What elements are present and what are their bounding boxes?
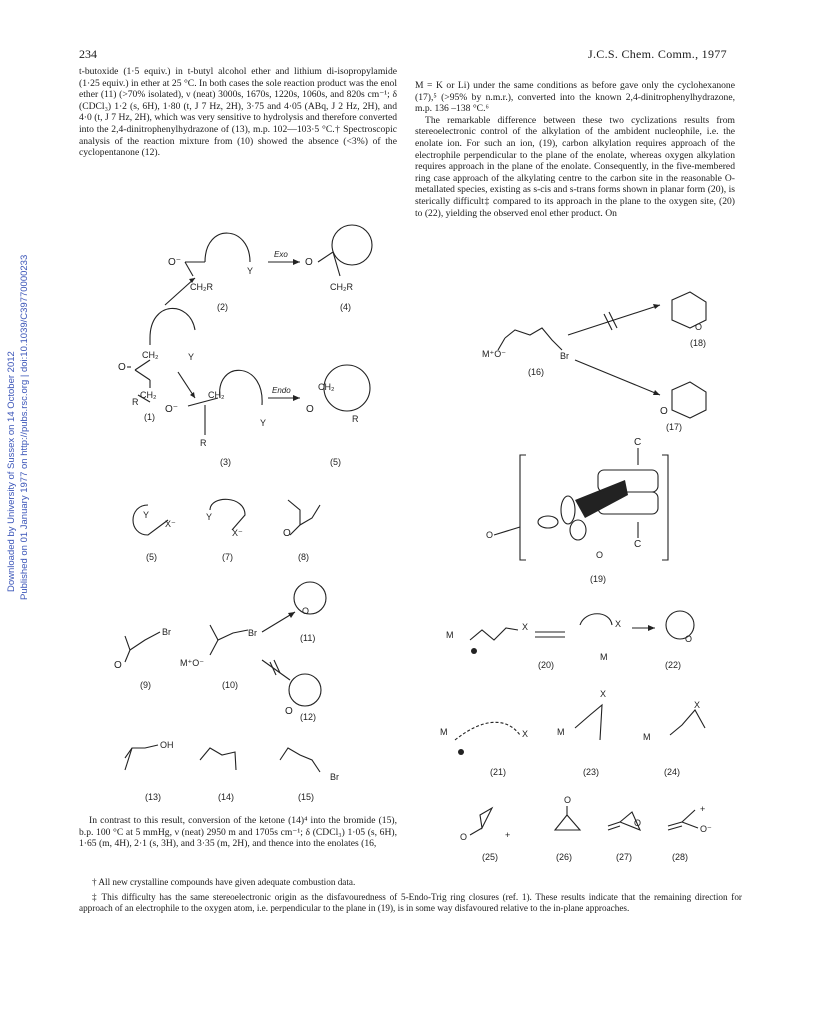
svg-text:X⁻: X⁻ [232, 528, 243, 538]
compound-5b: (5) [146, 552, 157, 562]
compound-28: (28) [672, 852, 689, 862]
svg-text:Y: Y [143, 510, 150, 520]
svg-text:CH₂: CH₂ [318, 382, 335, 392]
footnote-dagger: † All new crystalline compounds have given adequate combustion data. [92, 877, 356, 887]
row-25-to-28 [460, 795, 712, 862]
svg-text:O: O [685, 634, 693, 644]
svg-text:M: M [600, 652, 608, 662]
svg-text:+: + [700, 804, 706, 814]
svg-text:O: O [283, 528, 291, 539]
compound-2: (2) [217, 302, 228, 312]
compound-18: (18) [690, 338, 707, 348]
svg-text:O⁻: O⁻ [700, 824, 712, 834]
svg-text:M: M [557, 727, 565, 737]
compound-1: (1) [144, 412, 155, 422]
svg-text:O: O [305, 257, 313, 268]
page-number: 234 [79, 47, 97, 61]
svg-text:O: O [306, 404, 314, 415]
svg-text:Y: Y [247, 266, 254, 276]
endo-label: Endo [272, 386, 291, 395]
svg-text:Y: Y [188, 352, 195, 362]
svg-text:R: R [132, 397, 139, 407]
left-paragraph-1: t-butoxide (1·5 equiv.) in t-butyl alcohol ether and lithium di-isopropylamide (1·25 equiv.) in ether at 25 °C. In both cases the sole reaction product was the enol ether (11) (>70% isolated), ν (neat) 3000s, 1670s, 1220s, 1060s, and 820s cm⁻¹; δ (CDCl₃) 1·2 (s, 6H), 1·80 (t, J 7 Hz, 2H), 3·75 and 4·05 (ABq, J 2 Hz, 2H), and 4·0 (t, J 7 Hz, 2H), which was very sensitive to hydrolysis and therefore converted into the 2,4-dinitrophenylhydrazone of (13), m.p. 102—103·5 °C.† Spectroscopic analysis of the reaction mixture from (10) showed the absence (<3%) of the cyclopentanone (12). [79, 66, 397, 159]
svg-text:O: O [285, 706, 293, 717]
svg-text:O⁻: O⁻ [168, 257, 182, 268]
right-paragraph-1: M = K or Li) under the same conditions as before gave only the cyclohexanone (17),⁵ (>95% by n.m.r.), converted into the known 2,4-dinitrophenylhydrazone, m.p. 136 –138 °C.⁶ [415, 80, 735, 115]
svg-text:X: X [522, 622, 529, 632]
svg-text:O⁻: O⁻ [165, 404, 179, 415]
compound-12: (12) [300, 712, 317, 722]
compound-7: (7) [222, 552, 233, 562]
svg-text:M⁺O⁻: M⁺O⁻ [180, 658, 204, 668]
ch2-label: CH₂ [142, 350, 159, 360]
compound-4: (4) [340, 302, 351, 312]
svg-text:X: X [600, 689, 607, 699]
svg-text:Y: Y [260, 418, 267, 428]
scheme-1-to-5 [118, 225, 372, 467]
compound-14: (14) [218, 792, 235, 802]
compound-16: (16) [528, 367, 545, 377]
compound-5: (5) [330, 457, 341, 467]
svg-text:CH₂R: CH₂R [190, 282, 213, 292]
svg-text:O: O [634, 818, 642, 828]
svg-text:Y: Y [206, 512, 213, 522]
scheme-20-22 [446, 611, 694, 670]
compound-17: (17) [666, 422, 683, 432]
row-21-23-24 [440, 689, 705, 777]
svg-text:O: O [302, 606, 310, 616]
compound-27: (27) [616, 852, 633, 862]
compound-11: (11) [300, 633, 316, 643]
scheme-16-17-18 [482, 292, 706, 432]
svg-text:C: C [634, 437, 642, 448]
svg-text:OH: OH [160, 740, 174, 750]
footnote-double-dagger: ‡ This difficulty has the same stereoelectronic origin as the disfavouredness of 5-Endo-Trig ring closures (ref. 1). These results indicate that the remaining direction for approach of an electrophile to the oxygen atom, i.e. perpendicular to the plane in (19), is in some way disfavoured relative to the in-plane approaches. [79, 892, 742, 913]
journal-running-head: J.C.S. Chem. Comm., 1977 [588, 47, 727, 61]
enolate-orbital-figure-19 [486, 437, 668, 584]
svg-text:M: M [440, 727, 448, 737]
row-5-7-8 [133, 499, 320, 562]
compound-26: (26) [556, 852, 573, 862]
chain-arc-1 [150, 308, 195, 338]
compound-3: (3) [220, 457, 231, 467]
compound-24: (24) [664, 767, 681, 777]
compound-9: (9) [140, 680, 151, 690]
svg-text:Br: Br [560, 351, 569, 361]
svg-text:R: R [200, 438, 207, 448]
compound-23: (23) [583, 767, 600, 777]
svg-text:O: O [118, 362, 126, 373]
svg-text:O: O [486, 530, 494, 540]
svg-text:Br: Br [330, 772, 339, 782]
download-notice: Downloaded by University of Sussex on 14 October 2012 [6, 351, 17, 592]
svg-text:X: X [522, 729, 529, 739]
right-paragraph-2: The remarkable difference between these two cyclizations results from stereoelectronic control of the alkylation of the ambident nucleophile, i.e. the enolate ion. For such an ion, (19), carbon alkylation requires approach of the electrophile perpendicular to the plane of the enolate, whereas oxygen alkylation requires approach in the plane of the enolate. Consequently, in the five-membered ring case approach of the alkylating centre to the carbon site in the reasonable O-metallated species, existing as s-cis and s-trans forms shown in planar form (20), is sterically difficult‡ compared to its approach in the plane to the oxygen site, (20) to (22), yielding the observed enol ether product. On [415, 114, 735, 219]
svg-text:X⁻: X⁻ [165, 519, 176, 529]
svg-text:+: + [505, 830, 511, 840]
svg-text:CH₂R: CH₂R [330, 282, 353, 292]
svg-text:C: C [634, 539, 642, 550]
svg-text:R: R [352, 414, 359, 424]
compound-21: (21) [490, 767, 507, 777]
svg-text:X: X [694, 700, 701, 710]
row-13-14-15 [125, 740, 339, 802]
compound-20: (20) [538, 660, 555, 670]
svg-text:O: O [596, 550, 604, 560]
publication-notice: Published on 01 January 1977 on http://pubs.rsc.org | doi:10.1039/C39770000233 [19, 254, 30, 600]
svg-text:M⁺O⁻: M⁺O⁻ [482, 349, 506, 359]
compound-25: (25) [482, 852, 499, 862]
compound-10: (10) [222, 680, 239, 690]
svg-text:O: O [460, 832, 468, 842]
compound-13: (13) [145, 792, 162, 802]
compound-19: (19) [590, 574, 607, 584]
svg-text:O: O [660, 406, 668, 417]
left-paragraph-2: In contrast to this result, conversion of the ketone (14)⁴ into the bromide (15), b.p. 100 °C at 5 mmHg, ν (neat) 2950 m and 1705s cm⁻¹; δ (CDCl₃) 1·05 (s, 6H), 1·65 (m, 4H), 2·1 (s, 3H), and 3·35 (m, 2H), and thence into the enolates (16, [79, 815, 397, 850]
svg-text:M: M [446, 630, 454, 640]
exo-label: Exo [274, 250, 288, 259]
svg-text:O: O [695, 322, 703, 332]
compound-15: (15) [298, 792, 315, 802]
compound-8: (8) [298, 552, 309, 562]
scheme-9-to-12 [114, 582, 326, 722]
svg-text:M: M [643, 732, 651, 742]
svg-text:Br: Br [248, 628, 257, 638]
compound-22: (22) [665, 660, 682, 670]
svg-text:O: O [114, 660, 122, 671]
svg-text:CH₂: CH₂ [140, 390, 157, 400]
svg-text:X: X [615, 619, 622, 629]
svg-text:CH₂: CH₂ [208, 390, 225, 400]
svg-text:Br: Br [162, 627, 171, 637]
svg-text:O: O [564, 795, 572, 805]
